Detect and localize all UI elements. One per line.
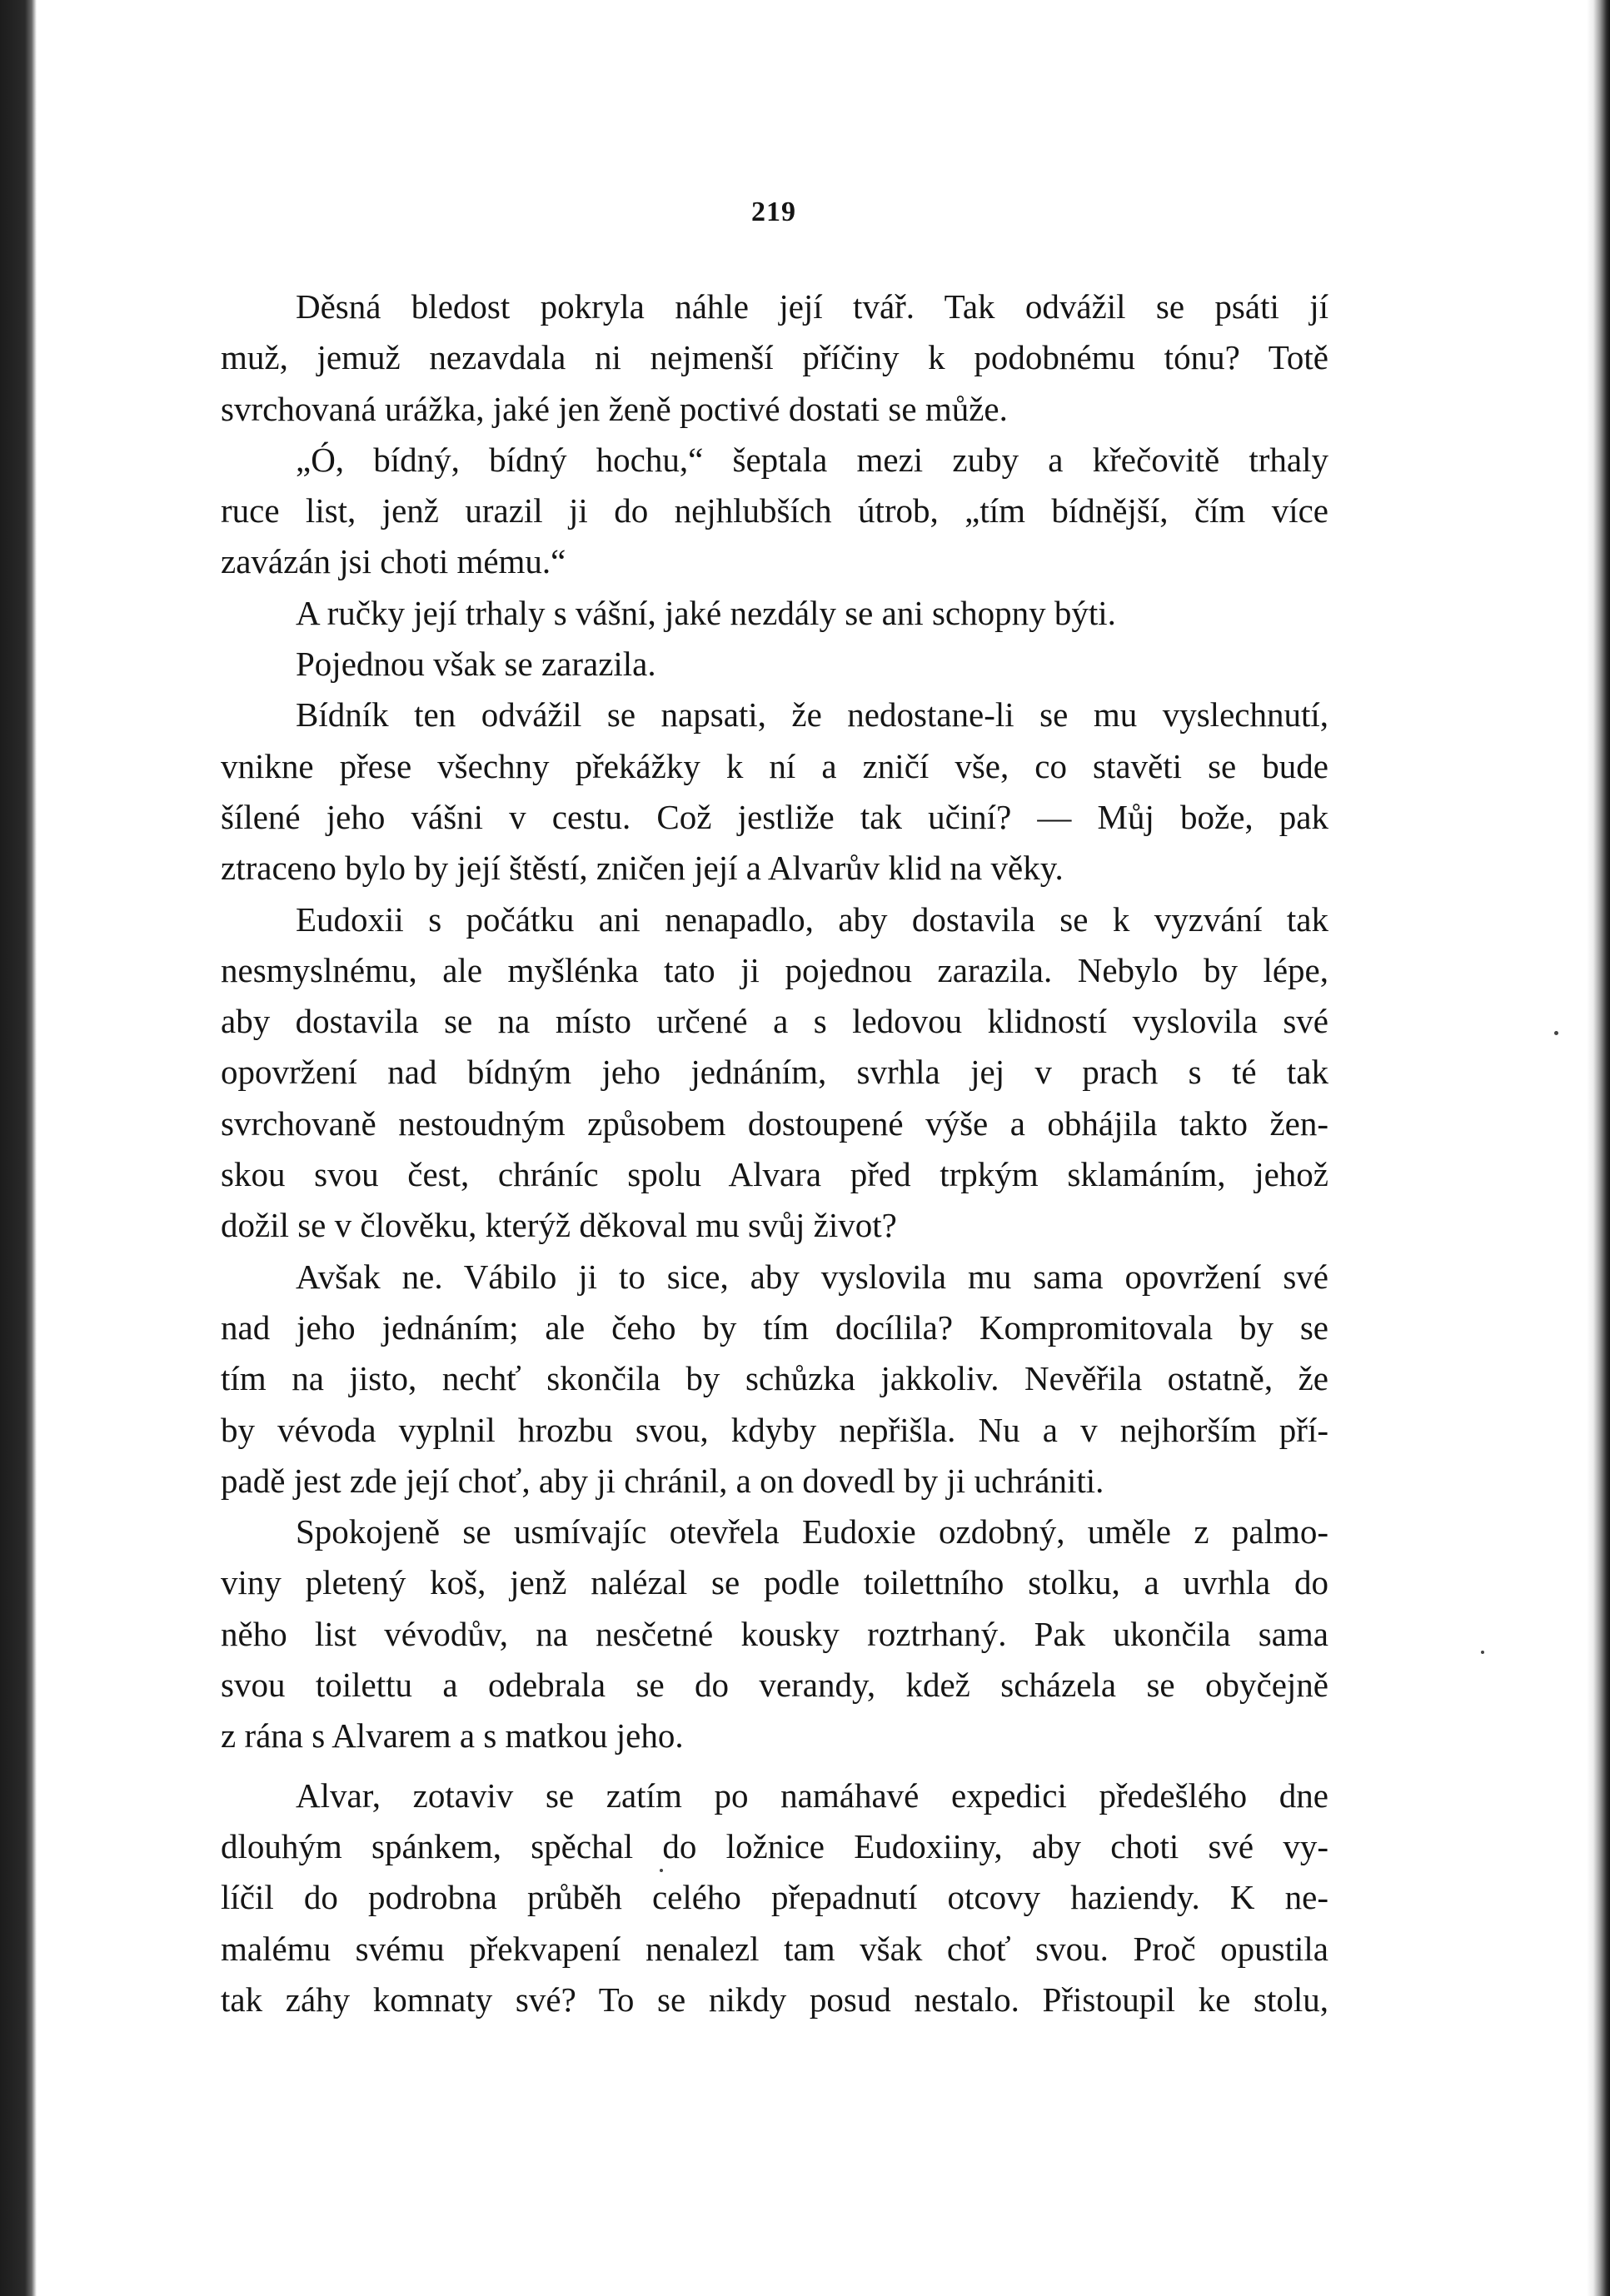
text-line: Eudoxii s počátku ani nenapadlo, aby dostavila se k vyzvání tak <box>296 899 1328 939</box>
text-line: Alvar, zotaviv se zatím po namáhavé expedici předešlého dne <box>296 1776 1328 1815</box>
text-line: líčil do podrobna průběh celého přepadnutí otcovy haziendy. K ne- <box>221 1878 1328 1917</box>
text-line: tak záhy komnaty své? To se nikdy posud nestalo. Přistoupil ke stolu, <box>221 1980 1328 2019</box>
text-line: svou toilettu a odebrala se do verandy, kdež scházela se obyčejně <box>221 1666 1328 1705</box>
text-line: Spokojeně se usmívajíc otevřela Eudoxie ozdobný, uměle z palmo- <box>296 1512 1328 1551</box>
text-line: padě jest zde její choť, aby ji chránil, a on dovedl by ji uchrániti. <box>221 1461 1104 1500</box>
text-line: by vévoda vyplnil hrozbu svou, kdyby nepřišla. Nu a v nejhorším pří- <box>221 1410 1328 1449</box>
text-line: nad jeho jednáním; ale čeho by tím docílila? Kompromitovala by se <box>221 1307 1328 1347</box>
text-line: dlouhým spánkem, spěchal do ložnice Eudoxiiny, aby choti své vy- <box>221 1826 1328 1865</box>
speck-mark <box>1481 1651 1484 1654</box>
text-line: ztraceno bylo by její štěstí, zničen její a Alvarův klid na věky. <box>221 849 1064 888</box>
text-line: nesmyslnému, ale myšlénka tato ji pojednou zarazila. Nebylo by lépe, <box>221 950 1328 989</box>
text-line: něho list vévodův, na nesčetné kousky roztrhaný. Pak ukončila sama <box>221 1614 1328 1653</box>
text-line: dožil se v člověku, kterýž děkoval mu svůj život? <box>221 1206 897 1245</box>
page-number: 219 <box>751 197 796 227</box>
text-line: aby dostavila se na místo určené a s ledovou klidností vyslovila své <box>221 1002 1328 1041</box>
right-page-edge <box>1587 0 1610 2296</box>
text-line: zavázán jsi choti mému.“ <box>221 542 566 581</box>
text-line: Děsná bledost pokryla náhle její tvář. Tak odvážil se psáti jí <box>296 287 1328 326</box>
text-line: svrchovaně nestoudným způsobem dostoupené výše a obhájila takto žen- <box>221 1103 1328 1143</box>
text-line: malému svému překvapení nenalezl tam však choť svou. Proč opustila <box>221 1929 1328 1968</box>
text-line: z rána s Alvarem a s matkou jeho. <box>221 1716 684 1756</box>
text-line: Bídník ten odvážil se napsati, že nedostane-li se mu vyslechnutí, <box>296 695 1328 735</box>
text-line: šílené jeho vášni v cestu. Což jestliže tak učiní? — Můj bože, pak <box>221 797 1328 836</box>
speck-mark <box>660 1869 663 1872</box>
text-line: ruce list, jenž urazil ji do nejhlubších útrob, „tím bídnější, čím více <box>221 491 1328 530</box>
paragraph-gap <box>221 1762 1328 1771</box>
speck-mark <box>1554 1031 1558 1035</box>
text-line: A ručky její trhaly s vášní, jaké nezdály se ani schopny býti. <box>296 593 1116 632</box>
text-line: Pojednou však se zarazila. <box>296 645 656 684</box>
left-page-edge <box>0 0 37 2296</box>
text-line: „Ó, bídný, bídný hochu,“ šeptala mezi zuby a křečovitě trhaly <box>296 440 1328 479</box>
text-line: viny pletený koš, jenž nalézal se podle toilettního stolku, a uvrhla do <box>221 1563 1328 1602</box>
text-line: opovržení nad bídným jeho jednáním, svrhla jej v prach s té tak <box>221 1053 1328 1092</box>
text-line: skou svou čest, chráníc spolu Alvara před trpkým sklamáním, jehož <box>221 1155 1328 1194</box>
text-line: Avšak ne. Vábilo ji to sice, aby vyslovila mu sama opovržení své <box>296 1257 1328 1296</box>
text-line: muž, jemuž nezavdala ni nejmenší příčiny k podobnému tónu? Totě <box>221 338 1328 377</box>
body-text <box>221 281 1328 2025</box>
text-line: svrchovaná urážka, jaké jen ženě poctivé dostati se může. <box>221 389 1008 428</box>
text-line: vnikne přese všechny překážky k ní a zničí vše, co stavěti se bude <box>221 746 1328 785</box>
text-line: tím na jisto, nechť skončila by schůzka jakkoliv. Nevěřila ostatně, že <box>221 1359 1328 1398</box>
